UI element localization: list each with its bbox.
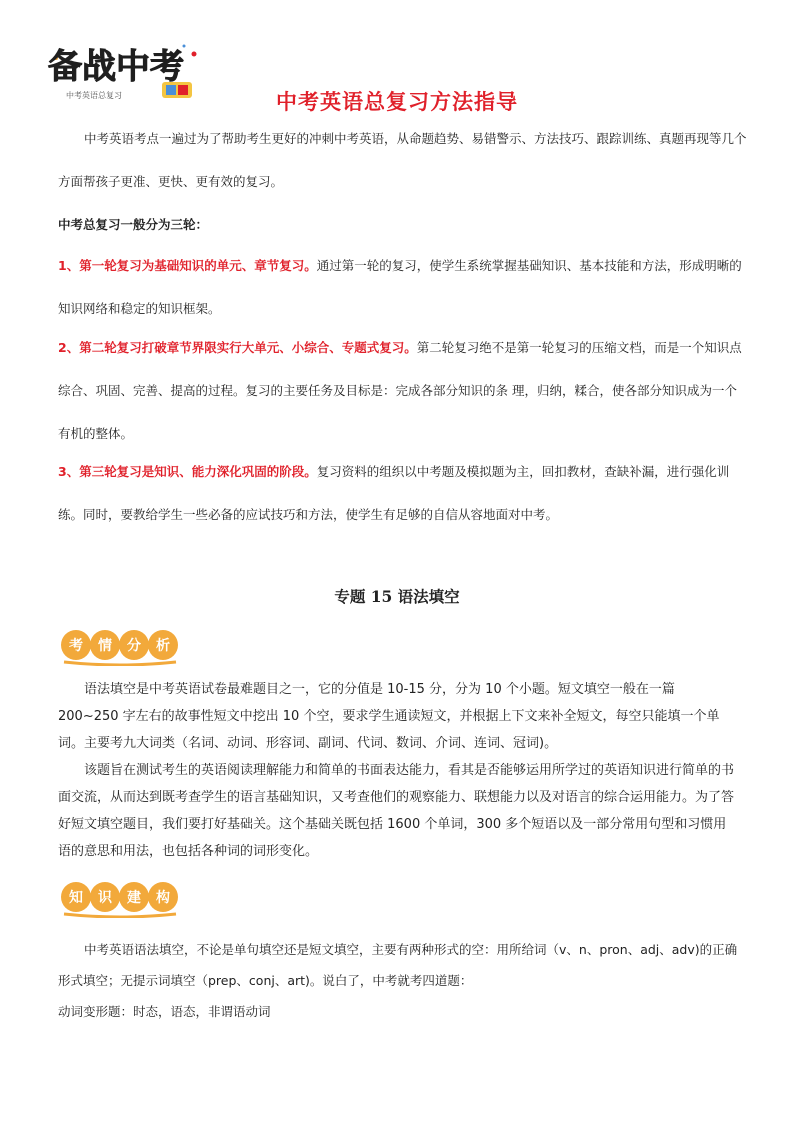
analysis-text-1: 语法填空是中考英语试卷最难题目之一，它的分值是 10-15 分，分为 10 个小题。短文填空一般在一篇 200~250 字左右的故事性短文中挖出 10 个空，要求学生通读短文，并根据上下文来补全短文，每空只能填一个单词。主要考九大词类（名词、动词、形容词、副词、代词、数词、介词、连词、冠词)。	[58, 682, 720, 751]
badge-knowledge-char: 识	[98, 890, 112, 906]
badge-analysis-char: 情	[98, 638, 112, 654]
rounds-heading: 中考总复习一般分为三轮：	[58, 217, 209, 232]
round-3-paragraph	[58, 450, 748, 536]
logo-subtext: 中考英语总复习	[66, 91, 122, 100]
logo-text: 备战中考	[48, 47, 184, 87]
round-2-lead: 2、第二轮复习打破章节界限实行大单元、小综合、专题式复习。	[58, 340, 417, 355]
badge-knowledge-char: 构	[156, 890, 170, 906]
round-1-paragraph	[58, 244, 748, 330]
round-3-lead: 3、第三轮复习是知识、能力深化巩固的阶段。	[58, 464, 317, 479]
badge-analysis-char: 分	[127, 638, 141, 654]
round-1-text: 通过第一轮的复习，使学生系统掌握基础知识、基本技能和方法，形成明晰的知识网络和稳定的知识框架。	[58, 258, 742, 316]
analysis-paragraph-1	[58, 676, 738, 757]
intro-paragraph	[58, 117, 748, 203]
intro-text: 中考英语考点一遍过为了帮助考生更好的冲刺中考英语，从命题趋势、易错警示、方法技巧、跟踪训练、真题再现等几个方面帮孩子更准、更快、更有效的复习。	[58, 131, 747, 189]
topic-title: 专题 15 语法填空	[334, 587, 460, 606]
round-3-text: 复习资料的组织以中考题及模拟题为主，回扣教材，查缺补漏，进行强化训练。同时，要教给学生一些必备的应试技巧和方法，使学生有足够的自信从容地面对中考。	[58, 464, 730, 522]
badge-knowledge-char: 建	[127, 890, 141, 906]
knowledge-text: 中考英语语法填空，不论是单句填空还是短文填空，主要有两种形式的空：用所给词（v、n、pron、adj、adv)的正确形式填空；无提示词填空（prep、conj、art)。说白了，中考就考四道题：	[58, 942, 738, 988]
badge-analysis-char: 析	[156, 638, 170, 654]
round-1-lead: 1、第一轮复习为基础知识的单元、章节复习。	[58, 258, 317, 273]
verb-line: 动词变形题：时态，语态，非谓语动词	[58, 1004, 271, 1019]
badge-knowledge-char: 知	[69, 890, 83, 906]
round-2-paragraph	[58, 326, 748, 455]
analysis-text-2: 该题旨在测试考生的英语阅读理解能力和简单的书面表达能力，看其是否能够运用所学过的英语知识进行简单的书面交流，从而达到既考查学生的语言基础知识，又考查他们的观察能力、联想能力以及对语言的综合运用能力。为了答好短文填空题目，我们要打好基础关。这个基础关既包括 1600 个单词，300 多个短语以及一部分常用句型和习惯用语的意思和用法，也包括各种词的词形变化。	[58, 763, 735, 859]
analysis-paragraph-2	[58, 757, 738, 865]
section-badge-analysis	[58, 628, 182, 666]
round-2-text: 第二轮复习绝不是第一轮复习的压缩文档，而是一个知识点综合、巩固、完善、提高的过程。复习的主要任务及目标是：完成各部分知识的条 理，归纳，糅合，使各部分知识成为一个有机的整体。	[58, 340, 742, 441]
knowledge-paragraph	[58, 934, 748, 996]
document-title: 中考英语总复习方法指导	[276, 90, 518, 114]
section-badge-knowledge	[58, 880, 182, 918]
badge-analysis-char: 考	[69, 638, 83, 654]
